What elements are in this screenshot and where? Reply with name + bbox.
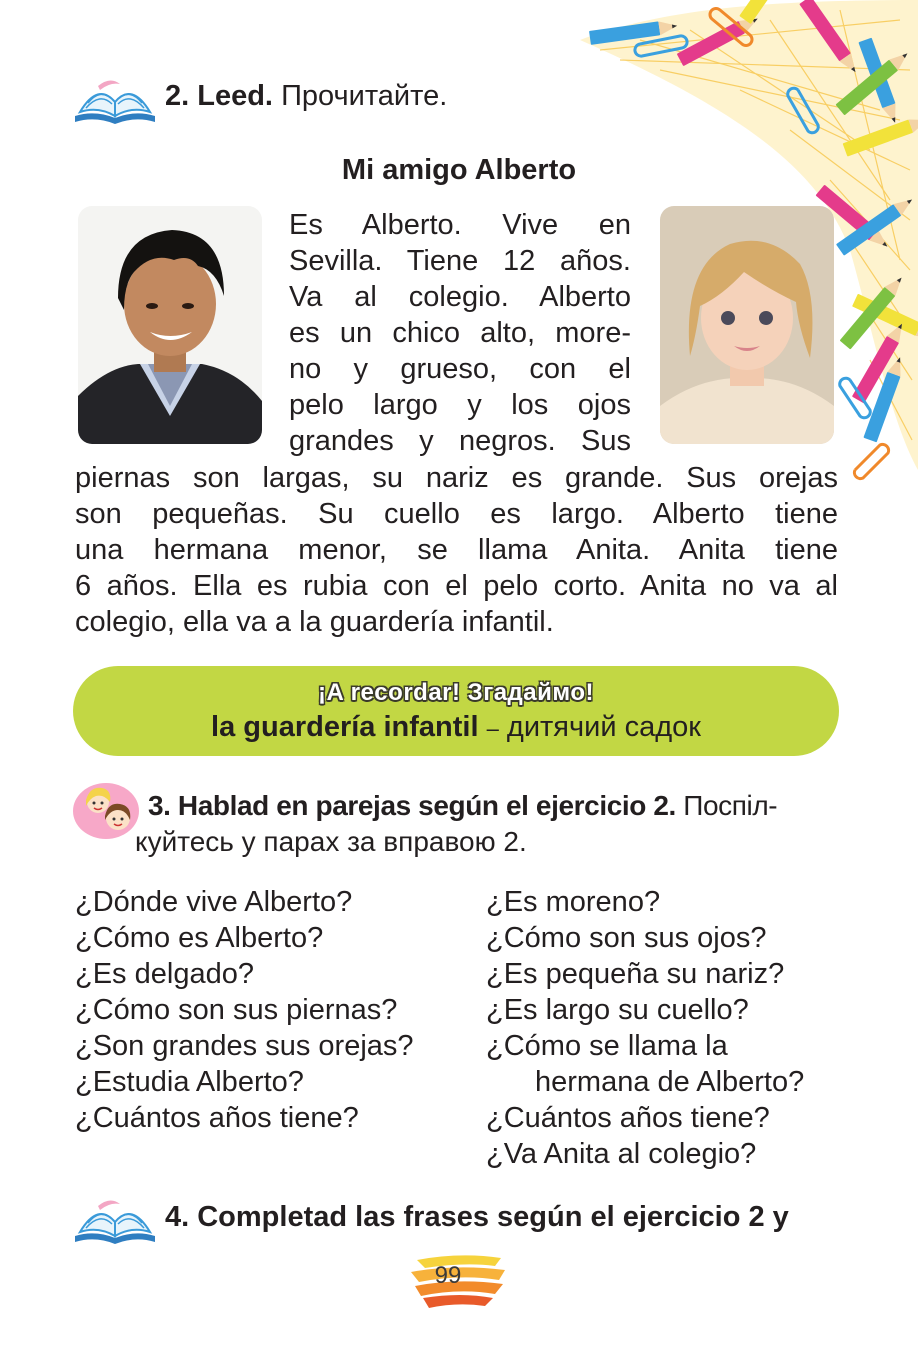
- story-line: no y grueso, con el: [289, 353, 631, 385]
- exercise-2-translation: Прочитайте.: [281, 80, 448, 112]
- photo-anita: [660, 206, 834, 444]
- exercise-3-title: 3. Hablad en parejas según el ejercicio 2.: [148, 790, 676, 821]
- story-line: son pequeñas. Su cuello es largo. Alberto tiene: [75, 498, 838, 530]
- story-line: grandes y negros. Sus: [289, 425, 631, 457]
- remember-box: [73, 666, 839, 756]
- story-line: Es Alberto. Vive en: [289, 209, 631, 241]
- question-item: ¿Cómo son sus piernas?: [75, 994, 398, 1026]
- story-line: 6 años. Ella es rubia con el pelo corto. Anita no va al: [75, 570, 838, 602]
- remember-vocabulary: [73, 709, 839, 747]
- exercise-3-translation-cont: куйтесь у парах за вправою 2.: [135, 826, 527, 857]
- questions-right-column: [486, 884, 804, 1172]
- vocab-dash: –: [486, 716, 499, 741]
- exercise-2-title: 2. Leed.: [165, 80, 273, 112]
- question-item: ¿Es moreno?: [486, 886, 661, 918]
- exercise-3-translation: Поспіл-: [683, 790, 778, 821]
- story-text-wide: [75, 460, 838, 640]
- question-item: ¿Cuántos años tiene?: [486, 1102, 770, 1134]
- question-item: ¿Es pequeña su nariz?: [486, 958, 785, 990]
- vocab-term: la guardería infantil: [211, 711, 479, 743]
- question-item: ¿Estudia Alberto?: [75, 1066, 304, 1098]
- exercise-2-heading: [165, 80, 447, 113]
- kids-pair-icon: [72, 780, 144, 840]
- question-item: ¿Cuántos años tiene?: [75, 1102, 359, 1134]
- story-title: Mi amigo Alberto: [341, 154, 577, 186]
- story-line: Va al colegio. Alberto: [289, 281, 631, 313]
- questions-left-column: [75, 884, 414, 1136]
- question-item: ¿Dónde vive Alberto?: [75, 886, 353, 918]
- photo-alberto: [78, 206, 262, 444]
- question-item: ¿Cómo es Alberto?: [75, 922, 324, 954]
- story-line: pelo largo y los ojos: [289, 389, 631, 421]
- story-line: Sevilla. Tiene 12 años.: [289, 245, 631, 277]
- story-line: piernas son largas, su nariz es grande. Sus orejas: [75, 462, 838, 494]
- story-line: es un chico alto, more-: [289, 317, 631, 349]
- exercise-4-heading: 4. Completad las frases según el ejercicio 2 y: [165, 1201, 789, 1233]
- exercise-3-heading: [148, 790, 777, 822]
- question-item: ¿Cómo son sus ojos?: [486, 922, 767, 954]
- vocab-translation: дитячий садок: [506, 711, 701, 743]
- question-item: ¿Son grandes sus orejas?: [75, 1030, 414, 1062]
- question-item: ¿Es largo su cuello?: [486, 994, 749, 1026]
- question-item: ¿Es delgado?: [75, 958, 254, 990]
- story-line: colegio, ella va a la guardería infantil.: [75, 606, 554, 638]
- question-item: ¿Cómo se llama la: [486, 1030, 728, 1062]
- open-book-icon: [70, 72, 160, 126]
- open-book-icon: [70, 1192, 160, 1246]
- remember-title: ¡A recordar! Згадаймо!: [318, 679, 594, 706]
- question-item-continuation: hermana de Alberto?: [535, 1066, 805, 1098]
- story-line: una hermana menor, se llama Anita. Anita tiene: [75, 534, 838, 566]
- story-text-narrow: [289, 207, 631, 459]
- page-number: 99: [434, 1262, 462, 1289]
- question-item: ¿Va Anita al colegio?: [486, 1138, 757, 1170]
